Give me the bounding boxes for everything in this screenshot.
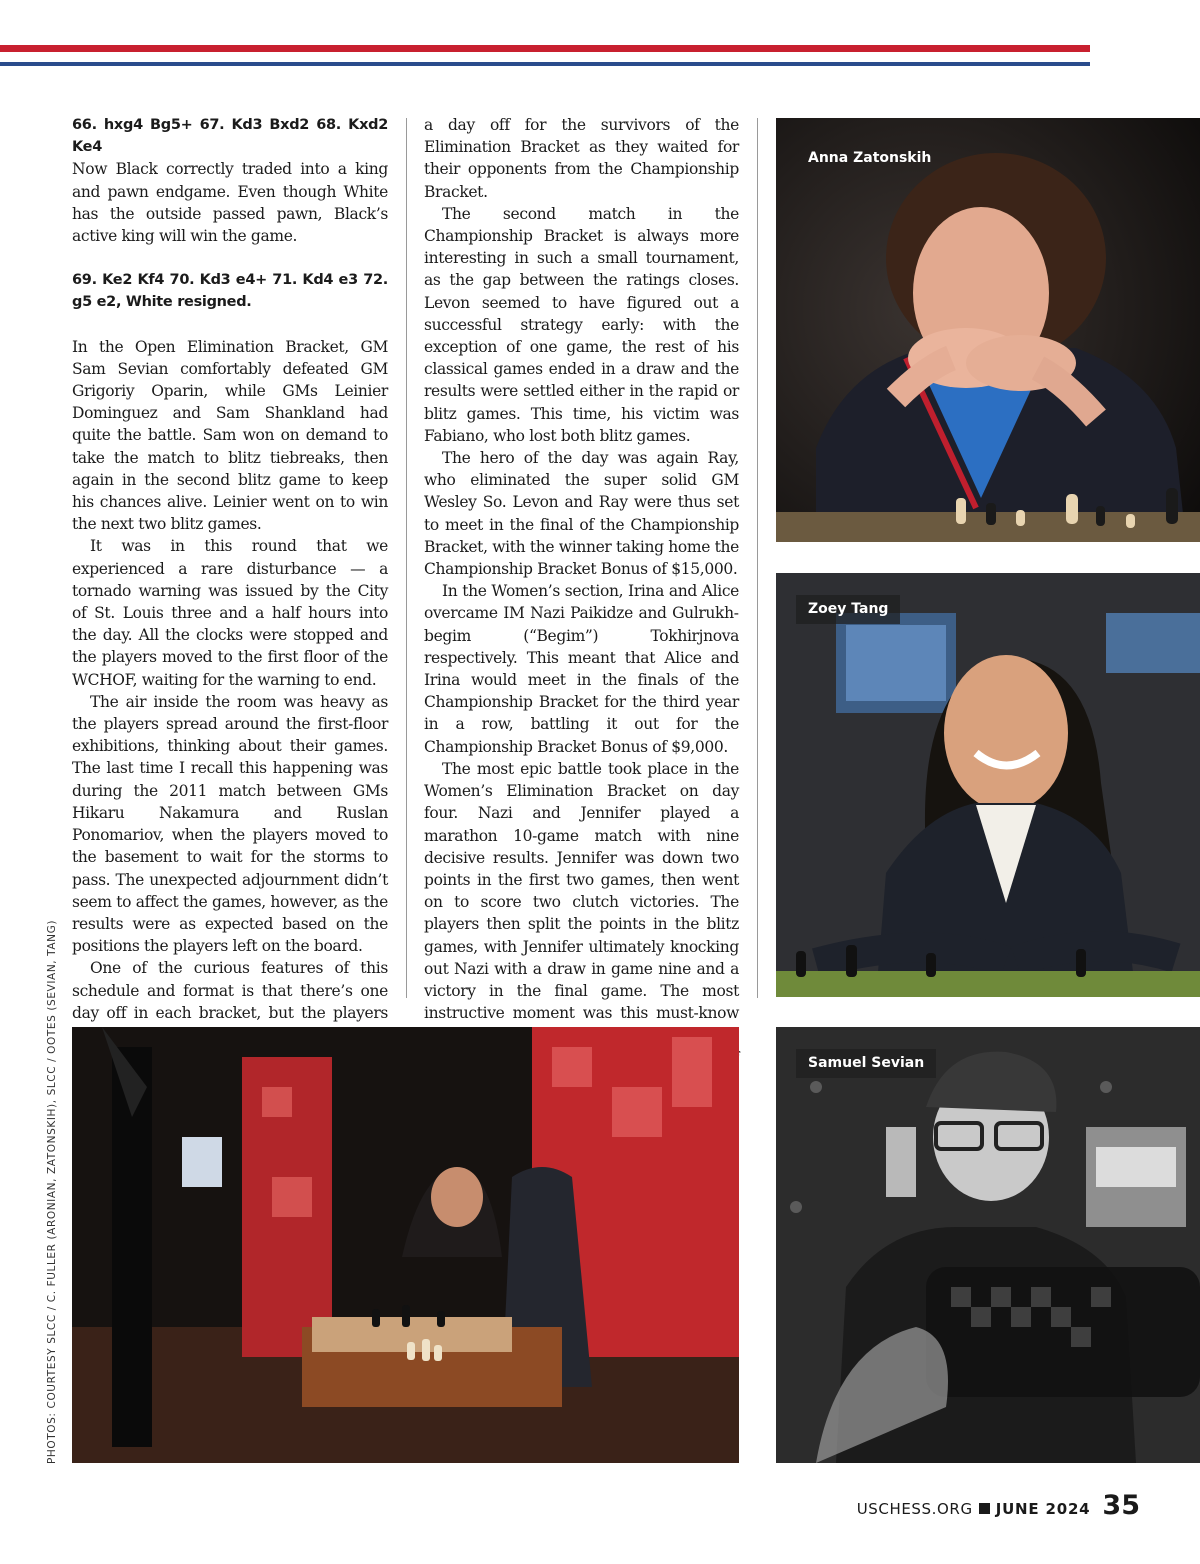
column-divider — [757, 118, 758, 998]
paragraph: One of the curious features of this schedule and format is that there’s one day off in each bracket, but the players — [72, 959, 388, 1022]
photo-caption: Samuel Sevian — [796, 1049, 936, 1078]
paragraph: The second match in the Championship Bracket is always more interesting in such a small tournament, as the gap between the ratings closes. Levon seemed to have figured out a successful strategy early: with the exception of one game, the rest of his classical games ended in a draw and the results were settled either in the rapid or blitz games. This time, his victim was Fabiano, who lost both blitz games. — [424, 204, 739, 445]
paragraph: The air inside the room was heavy as the players spread around the first-floor exhibitions, thinking about their games. The last time I recall this happening was during the 2011 match between GMs Hikaru Nakamura and Ruslan Ponomariov, when the players moved to the basement to wait for the storms to pass. The unexpected adjournment didn’t seem to affect the games, however, as the results were as expected based on the positions the players left on the board. — [72, 692, 388, 956]
footer-issue: JUNE 2024 — [995, 1500, 1091, 1518]
photo-caption: Anna Zatonskih — [808, 150, 932, 166]
photo-caption: Zoey Tang — [796, 595, 900, 624]
page-number: 35 — [1102, 1490, 1140, 1521]
column-divider — [406, 118, 407, 998]
photo-sevian — [776, 1027, 1200, 1463]
header-blue-stripe — [0, 62, 1090, 66]
header-red-stripe — [0, 45, 1090, 52]
square-separator-icon — [979, 1503, 990, 1514]
article-column-1 — [72, 114, 388, 1068]
paragraph: The hero of the day was again Ray, who eliminated the super solid GM Wesley So. Levon and Ray were thus set to meet in the final of the Championship Bracket, with the winner taking home the Championship Bracket Bonus of $15,000. — [424, 449, 739, 579]
photo-aronian-image — [72, 1027, 739, 1463]
page-footer — [857, 1490, 1140, 1521]
paragraph-text: The most epic battle took place in the Women’s Elimination Bracket on day four. Nazi and Jennifer played a marathon 10-game match with nine decisive results. Jennifer was down two points in the first two games, then went on to score two clutch victories. The players then split the points in the blitz games, with Jennifer ultimately knocking out Nazi with a draw in game nine and a victory in the final game. The most instructive moment was this must-know — [424, 759, 739, 1023]
paragraph: a day off for the survivors of the Elimination Bracket as they waited for their opponents from the Championship Bracket. — [424, 116, 739, 201]
photo-tang-image — [776, 573, 1200, 997]
photo-sevian-image — [776, 1027, 1200, 1463]
paragraph: In the Women’s section, Irina and Alice overcame IM Nazi Paikidze and Gulrukhbegim (“Begim”) Tokhirjnova respectively. This meant that Alice and Irina would meet in the finals of the Championship Bracket for the third year in a row, battling it out for the Championship Bracket Bonus of $9,000. — [424, 582, 739, 756]
footer-site: USCHESS.ORG — [856, 1500, 973, 1518]
photo-zatonskih — [776, 118, 1200, 542]
move-list-1: 66. hxg4 Bg5+ 67. Kd3 Bxd2 68. Kxd2 Ke4 — [72, 117, 388, 156]
article-column-2 — [424, 114, 739, 1091]
photo-zatonskih-image — [776, 118, 1200, 542]
move-list-2: 69. Ke2 Kf4 70. Kd3 e4+ 71. Kd4 e3 72. g5 e2, White resigned. — [72, 272, 388, 311]
photo-aronian — [72, 1027, 739, 1463]
paragraph: In the Open Elimination Bracket, GM Sam Sevian comfortably defeated GM Grigoriy Oparin, while GMs Leinier Dominguez and Sam Shankland had quite the battle. Sam won on demand to take the match to blitz tiebreaks, then again in the second blitz game to keep his chances alive. Leinier went on to win the next two blitz games. — [72, 337, 388, 534]
photo-tang — [776, 573, 1200, 997]
paragraph: It was in this round that we experienced a rare disturbance — a tornado warning was issued by the City of St. Louis three and a half hours into the day. All the clocks were stopped and the players moved to the first floor of the WCHOF, waiting for the warning to end. — [72, 537, 388, 689]
paragraph: Now Black correctly traded into a king and pawn endgame. Even though White has the outside passed pawn, Black’s active king will win the game. — [72, 160, 388, 246]
photo-credit: PHOTOS: COURTESY SLCC / C. FULLER (ARONIAN, ZATONSKIH), SLCC / OOTES (SEVIAN, TANG) — [46, 919, 58, 1464]
